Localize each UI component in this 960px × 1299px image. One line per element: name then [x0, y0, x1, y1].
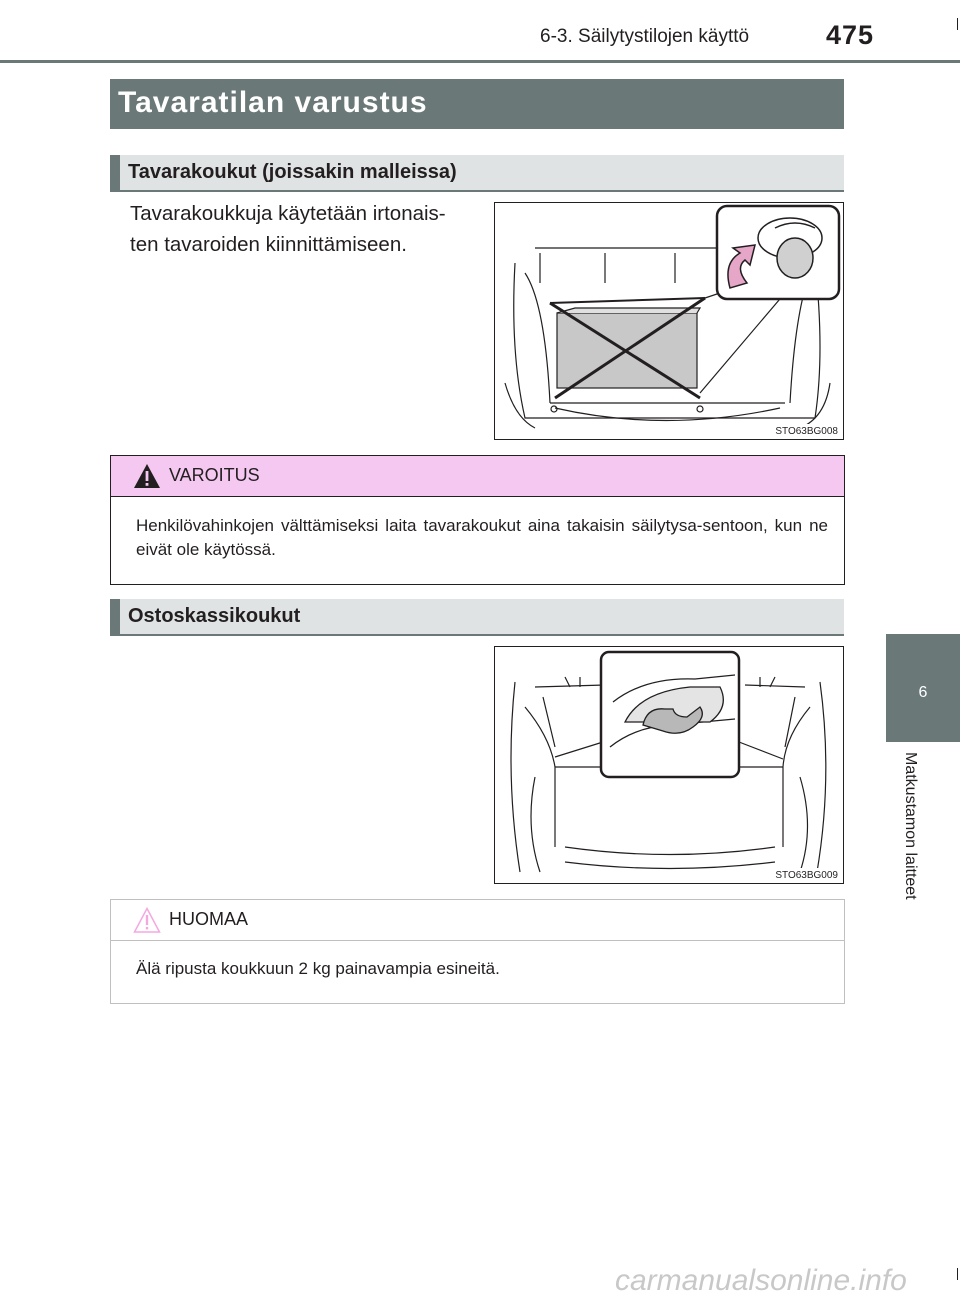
warning-text: Henkilövahinkojen välttämiseksi laita tavarakoukut aina takaisin säilytysa-sentoon, kun ne eivät ole käytössä. — [136, 516, 828, 559]
section-heading-shopping-bag-hooks — [110, 599, 844, 636]
figure-code: STO63BG009 — [775, 870, 838, 881]
warning-triangle-icon — [133, 463, 161, 489]
crop-mark — [957, 1268, 958, 1280]
notice-label: HUOMAA — [169, 909, 249, 929]
figure-code: STO63BG008 — [775, 426, 838, 437]
trunk-with-hooks-drawing — [495, 203, 843, 439]
caution-triangle-icon — [133, 907, 161, 933]
page-title-text: Tavaratilan varustus — [118, 86, 428, 119]
watermark: carmanualsonline.info — [615, 1264, 907, 1297]
luggage-hooks-illustration — [494, 202, 844, 440]
crop-mark — [957, 18, 958, 30]
chapter-tab — [886, 634, 960, 742]
heading-accent-bar — [110, 155, 120, 190]
heading-accent-bar — [110, 599, 120, 634]
chapter-number: 6 — [918, 684, 928, 701]
body-text-line: Tavarakoukkuja käytetään irtonais- — [130, 202, 446, 225]
notice-header — [111, 900, 844, 941]
page-number: 475 — [826, 20, 875, 50]
notice-text: Älä ripusta koukkuun 2 kg painavampia esineitä. — [136, 959, 500, 978]
chapter-label-text: Matkustamon laitteet — [902, 752, 919, 900]
shopping-bag-hooks-illustration — [494, 646, 844, 884]
section-heading-luggage-hooks — [110, 155, 844, 192]
trunk-with-bag-hook-drawing — [495, 647, 843, 883]
chapter-label — [895, 752, 919, 942]
body-text-line: ten tavaroiden kiinnittämiseen. — [130, 233, 407, 256]
section-header: 6-3. Säilytystilojen käyttö — [540, 26, 750, 47]
section-heading-text: Ostoskassikoukut — [128, 605, 301, 627]
header-rule — [0, 60, 960, 63]
page-title — [110, 79, 844, 129]
notice-box — [110, 899, 845, 1004]
warning-box — [110, 455, 845, 585]
section-heading-text: Tavarakoukut (joissakin malleissa) — [128, 161, 457, 183]
warning-label: VAROITUS — [169, 465, 260, 485]
warning-header — [111, 456, 844, 497]
